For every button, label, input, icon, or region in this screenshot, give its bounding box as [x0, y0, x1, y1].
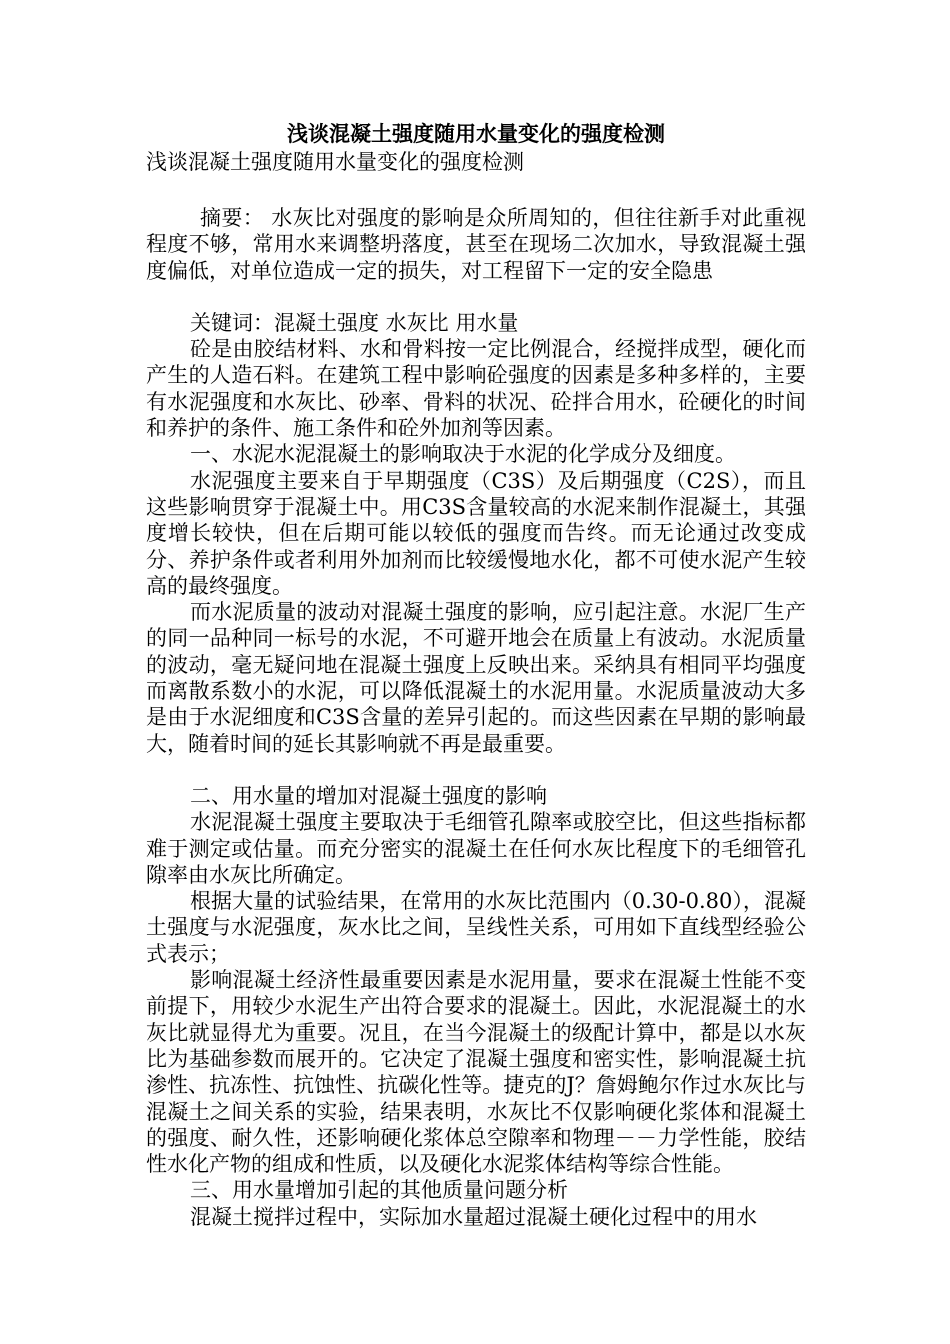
- body-paragraph-3: 而水泥质量的波动对混凝土强度的影响，应引起注意。水泥厂生产的同一品种同一标号的水泥，不可避开地会在质量上有波动。水泥质量的波动，毫无疑问地在混凝土强度上反映出来。采纳具有相同平均强度而离散系数小的水泥，可以降低混凝土的水泥用量。水泥质量波动大多是由于水泥细度和C3S含量的差异引起的。而这些因素在早期的影响最大，随着时间的延长其影响就不再是最重要。: [146, 600, 806, 756]
- body-paragraph-4: 水泥混凝土强度主要取决于毛细管孔隙率或胶空比，但这些指标都难于测定或估量。而充分密实的混凝土在任何水灰比程度下的毛细管孔隙率由水灰比所确定。: [146, 810, 806, 887]
- document-subtitle: 浅谈混凝土强度随用水量变化的强度检测: [146, 150, 524, 174]
- body-paragraph-7: 混凝土搅拌过程中，实际加水量超过混凝土硬化过程中的用水: [190, 1204, 757, 1229]
- body-paragraph-2: 水泥强度主要来自于早期强度（C3S）及后期强度（C2S），而且这些影响贯穿于混凝土中。用C3S含量较高的水泥来制作混凝土，其强度增长较快，但在后期可能以较低的强度而告终。而无论通过改变成分、养护条件或者利用外加剂而比较缓慢地水化，都不可使水泥产生较高的最终强度。: [146, 468, 806, 598]
- document-page: [146, 120, 806, 1230]
- document-title: 浅谈混凝土强度随用水量变化的强度检测: [287, 121, 665, 146]
- body-paragraph-5: 根据大量的试验结果，在常用的水灰比范围内（0.30-0.80），混凝土强度与水泥强度，灰水比之间，呈线性关系，可用如下直线型经验公式表示；: [146, 889, 806, 966]
- body-paragraph-1: 砼是由胶结材料、水和骨料按一定比例混合，经搅拌成型，硬化而产生的人造石料。在建筑工程中影响砼强度的因素是多种多样的，主要有水泥强度和水灰比、砂率、骨料的状况、砼拌合用水，砼硬化的时间和养护的条件、施工条件和砼外加剂等因素。: [146, 337, 806, 441]
- abstract-paragraph: 摘要： 水灰比对强度的影响是众所周知的，但往往新手对此重视程度不够，常用水来调整坍落度，甚至在现场二次加水，导致混凝土强度偏低，对单位造成一定的损失，对工程留下一定的安全隐患: [146, 206, 806, 283]
- keywords-line: 关键词：混凝土强度 水灰比 用水量: [190, 310, 519, 335]
- section-heading-2: 二、用水量的增加对混凝土强度的影响: [190, 783, 547, 808]
- body-paragraph-6: 影响混凝土经济性最重要因素是水泥用量，要求在混凝土性能不变前提下，用较少水泥生产出符合要求的混凝土。因此，水泥混凝土的水灰比就显得尤为重要。况且，在当今混凝土的级配计算中，都是以水灰比为基础参数而展开的。它决定了混凝土强度和密实性，影响混凝土抗渗性、抗冻性、抗蚀性、抗碳化性等。捷克的J？詹姆鲍尔作过水灰比与混凝土之间关系的实验，结果表明，水灰比不仅影响硬化浆体和混凝土的强度、耐久性，还影响硬化浆体总空隙率和物理－－力学性能，胶结性水化产物的组成和性质，以及硬化水泥浆体结构等综合性能。: [146, 968, 806, 1177]
- section-heading-1: 一、水泥水泥混凝土的影响取决于水泥的化学成分及细度。: [190, 442, 736, 467]
- section-heading-3: 三、用水量增加引起的其他质量问题分析: [190, 1178, 568, 1203]
